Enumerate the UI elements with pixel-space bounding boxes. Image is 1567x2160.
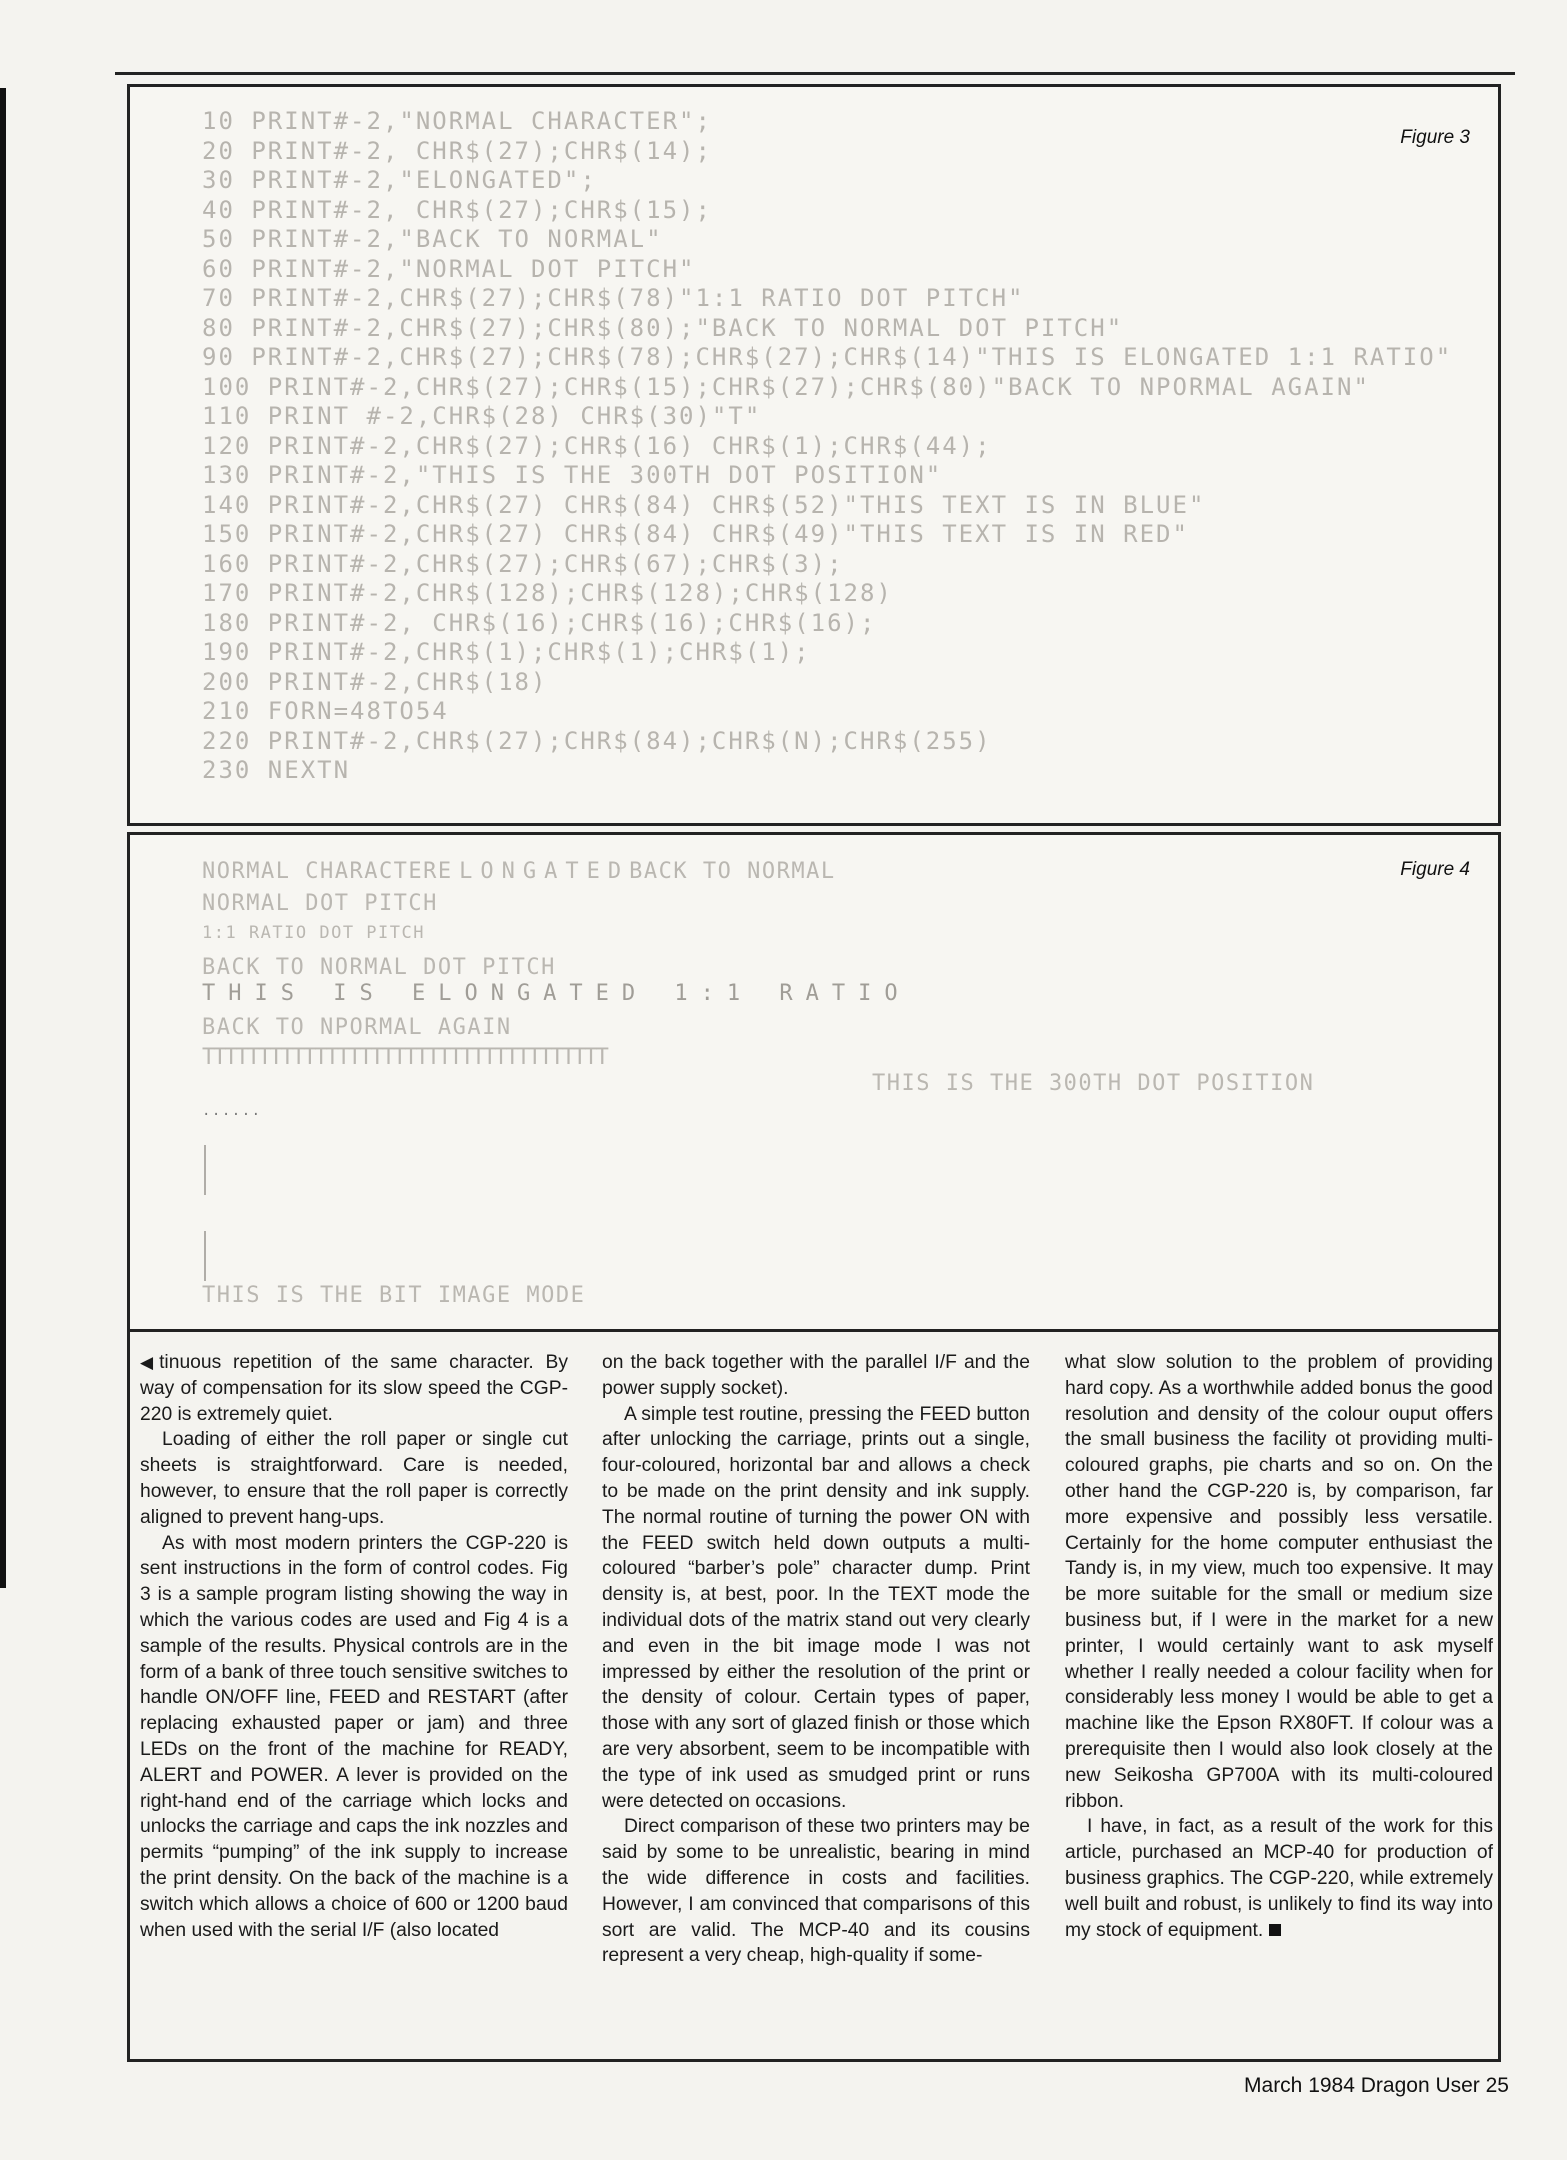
figure-3-label: Figure 3 — [1400, 127, 1470, 148]
listing-line: 30 PRINT#-2,"ELONGATED"; — [202, 166, 597, 194]
listing-line: 200 PRINT#-2,CHR$(18) — [202, 667, 548, 696]
printout-t-row: TTTTTTTTTTTTTTTTTTTTTTTTTTTTTTTTTTTT — [202, 1045, 607, 1070]
paragraph: Loading of either the roll paper or single cut sheets is straightforward. Care is needed, however, to ensure that the roll paper is correctly aligned to prevent hang-ups. — [140, 1429, 568, 1528]
listing-line: 160 PRINT#-2,CHR$(27);CHR$(67);CHR$(3); — [202, 549, 844, 578]
listing-line: 70 PRINT#-2,CHR$(27);CHR$(78)"1:1 RATIO DOT PITCH" — [202, 284, 1025, 312]
listing-line: 40 PRINT#-2, CHR$(27);CHR$(15); — [202, 195, 712, 224]
bit-image-mark — [204, 1145, 206, 1171]
elongated-text: ELONGATED — [437, 859, 630, 884]
listing-line: 210 FORN=48TO54 — [202, 697, 449, 725]
top-rule — [115, 72, 1515, 75]
printout-ratio-dot-pitch: 1:1 RATIO DOT PITCH — [202, 923, 425, 943]
printout-normal-dot-pitch: NORMAL DOT PITCH — [202, 891, 438, 916]
bit-image-mark — [204, 1231, 206, 1257]
listing-line: 100 PRINT#-2,CHR$(27);CHR$(15);CHR$(27);CHR$(80)"BACK TO NPORMAL AGAIN" — [202, 372, 1370, 401]
bit-image-mark — [204, 1169, 206, 1195]
normal-character-text: NORMAL CHARACTER — [202, 859, 438, 884]
program-listing — [202, 107, 1452, 786]
printout-dots: ...... — [202, 1103, 262, 1119]
article-column-2 — [602, 1350, 1030, 1969]
paragraph: Direct comparison of these two printers may be said by some to be unrealistic, bearing in mind the wide difference in costs and facilities. However, I am convinced that comparisons of this sort are valid. The MCP-40 and its cousins represent a very cheap, high-quality if some- — [602, 1816, 1030, 1967]
printout-back-to-normal-again: BACK TO NPORMAL AGAIN — [202, 1015, 512, 1040]
article-columns — [127, 1332, 1501, 2062]
paragraph: on the back together with the parallel I/F and the power supply socket). — [602, 1352, 1030, 1399]
printout-normal-character — [202, 859, 836, 884]
article-column-3 — [1065, 1350, 1493, 1943]
listing-line: 170 PRINT#-2,CHR$(128);CHR$(128);CHR$(128) — [202, 579, 893, 607]
page-footer: March 1984 Dragon User 25 — [1244, 2074, 1509, 2097]
listing-line: 180 PRINT#-2, CHR$(16);CHR$(16);CHR$(16); — [202, 608, 877, 637]
paragraph: As with most modern printers the CGP-220 is sent instructions in the form of control codes. Fig 3 is a sample program listing showing the way in which the various codes are used and Fig 4 is a sample of the results. Physical controls are in the form of a bank of three touch sensitive switches to handle ON/OFF line, FEED and RESTART (after replacing exhausted paper or jam) and three LEDs on the front of the machine for READY, ALERT and POWER. A lever is provided on the right-hand end of the carriage which locks and unlocks the carriage and caps the ink nozzles and permits “pumping” of the ink supply to increase the print density. On the back of the machine is a switch which allows a choice of 600 or 1200 baud when used with the serial I/F (also located — [140, 1532, 568, 1941]
listing-line: 120 PRINT#-2,CHR$(27);CHR$(16) CHR$(1);CHR$(44); — [202, 431, 992, 460]
listing-line: 110 PRINT #-2,CHR$(28) CHR$(30)"T" — [202, 402, 762, 430]
printout-dot-position: THIS IS THE 300TH DOT POSITION — [872, 1071, 1315, 1096]
end-mark-icon — [1269, 1924, 1281, 1936]
listing-line: 50 PRINT#-2,"BACK TO NORMAL" — [202, 225, 663, 253]
paragraph-text: tinuous repetition of the same character. By way of compensation for its slow speed the CGP-220 is extremely quiet. — [140, 1352, 568, 1425]
page-edge-bar — [0, 88, 6, 1588]
paragraph — [140, 1350, 568, 1427]
paragraph — [1065, 1814, 1493, 1943]
figure-3-box — [127, 84, 1501, 826]
listing-line: 20 PRINT#-2, CHR$(27);CHR$(14); — [202, 136, 712, 165]
figure-4-box — [127, 832, 1501, 1332]
listing-line: 230 NEXTN — [202, 756, 351, 784]
printout-bit-image-mode: THIS IS THE BIT IMAGE MODE — [202, 1283, 586, 1308]
paragraph: what slow solution to the problem of providing hard copy. As a worthwhile added bonus the good resolution and density of the colour ouput offers the small business the facility ot providing multi-coloured graphs, pie charts and so on. On the other hand the CGP-220 is, by comparison, far more expensive and possibly less versatile. Certainly for the home computer enthusiast the Tandy is, in my view, much too expensive. It may be more suitable for the small or medium size business but, if I were in the market for a new printer, I would certainly want to ask myself whether I really needed a colour facility when for considerably less money I would be able to get a machine like the Epson RX80FT. If colour was a prerequisite then I would also look closely at the new Seikosha GP700A with its multi-coloured ribbon. — [1065, 1352, 1493, 1812]
figure-4-label: Figure 4 — [1400, 859, 1470, 880]
listing-line: 80 PRINT#-2,CHR$(27);CHR$(80);"BACK TO NORMAL DOT PITCH" — [202, 313, 1124, 342]
listing-line: 90 PRINT#-2,CHR$(27);CHR$(78);CHR$(27);CHR$(14)"THIS IS ELONGATED 1:1 RATIO" — [202, 343, 1453, 371]
paragraph: A simple test routine, pressing the FEED button after unlocking the carriage, prints out a single, four-coloured, horizontal bar and allows a check to be made on the print density and ink supply. The normal routine of turning the power ON with the FEED switch held down outputs a multi-coloured “barber’s pole” character dump. Print density is, at best, poor. In the TEXT mode the individual dots of the matrix stand out very clearly and even in the bit image mode I was not impressed by either the resolution of the print or the density of colour. Certain types of paper, those with any sort of glazed finish or those which are very absorbent, seem to be incompatible with the type of ink used as smudged print or runs were detected on occasions. — [602, 1403, 1030, 1812]
listing-line: 140 PRINT#-2,CHR$(27) CHR$(84) CHR$(52)"THIS TEXT IS IN BLUE" — [202, 490, 1206, 519]
continuation-arrow-icon: ◀ — [140, 1353, 154, 1372]
listing-line: 10 PRINT#-2,"NORMAL CHARACTER"; — [202, 107, 712, 135]
listing-line: 220 PRINT#-2,CHR$(27);CHR$(84);CHR$(N);CHR$(255) — [202, 726, 992, 755]
back-to-normal-text: BACK TO NORMAL — [629, 859, 836, 884]
printout-back-to-normal-dot-pitch: BACK TO NORMAL DOT PITCH — [202, 955, 556, 980]
article-column-1 — [140, 1350, 568, 1943]
listing-line: 130 PRINT#-2,"THIS IS THE 300TH DOT POSITION" — [202, 461, 943, 489]
listing-line: 60 PRINT#-2,"NORMAL DOT PITCH" — [202, 254, 696, 283]
printout-elongated-ratio: THIS IS ELONGATED 1:1 RATIO — [202, 981, 911, 1006]
paragraph-text: I have, in fact, as a result of the work for this article, purchased an MCP-40 for production of business graphics. The CGP-220, while extremely well built and robust, is unlikely to find its way into my stock of equipment. — [1065, 1816, 1493, 1941]
bit-image-mark — [204, 1255, 206, 1281]
listing-line: 190 PRINT#-2,CHR$(1);CHR$(1);CHR$(1); — [202, 638, 811, 666]
listing-line: 150 PRINT#-2,CHR$(27) CHR$(84) CHR$(49)"THIS TEXT IS IN RED" — [202, 520, 1189, 548]
